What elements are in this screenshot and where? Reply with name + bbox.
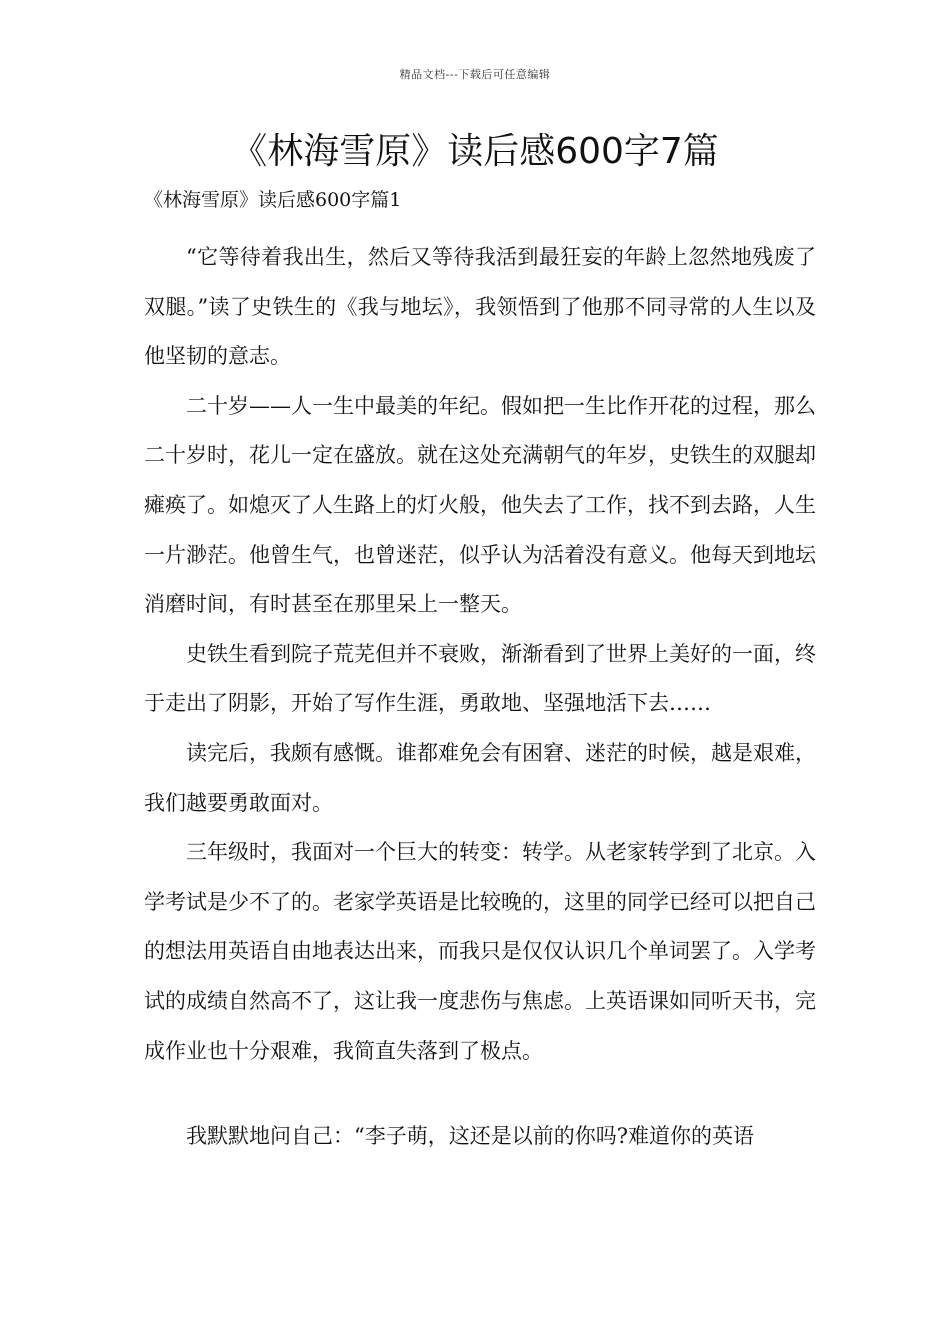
- paragraph-4: 读完后，我颇有感慨。谁都难免会有困窘、迷茫的时候，越是艰难，我们越要勇敢面对。: [144, 740, 816, 815]
- paragraph-2: 二十岁——人一生中最美的年纪。假如把一生比作开花的过程，那么二十岁时，花儿一定在盛放。就在这处充满朝气的年岁，史铁生的双腿却瘫痪了。如熄灭了人生路上的灯火般，他失去了工作，找不到去路，人生一片渺茫。他曾生气，也曾迷茫，似乎认为活着没有意义。他每天到地坛消磨时间，有时甚至在那里呆上一整天。: [144, 393, 816, 617]
- paragraph-6: 我默默地问自己：“李子萌，这还是以前的你吗?难道你的英语: [186, 1124, 754, 1149]
- header-note: 精品文档---下载后可任意编辑: [399, 68, 551, 81]
- paragraph-3: 史铁生看到院子荒芜但并不衰败，渐渐看到了世界上美好的一面，终于走出了阴影，开始了写作生涯，勇敢地、坚强地活下去……: [144, 641, 816, 716]
- article-body: [144, 233, 816, 1162]
- paragraph-5: 三年级时，我面对一个巨大的转变：转学。从老家转学到了北京。入学考试是少不了的。老家学英语是比较晚的，这里的同学已经可以把自己的想法用英语自由地表达出来，而我只是仅仅认识几个单词罢了。入学考试的成绩自然高不了，这让我一度悲伤与焦虑。上英语课如同听天书，完成作业也十分艰难，我简直失落到了极点。: [144, 840, 816, 1063]
- paragraph-1: “它等待着我出生，然后又等待我活到最狂妄的年龄上忽然地残废了双腿。”读了史铁生的《我与地坛》，我领悟到了他那不同寻常的人生以及他坚韧的意志。: [144, 245, 816, 369]
- document-title: 《林海雪原》读后感600字7篇: [231, 131, 719, 172]
- section-subtitle: 《林海雪原》读后感600字篇1: [144, 189, 402, 211]
